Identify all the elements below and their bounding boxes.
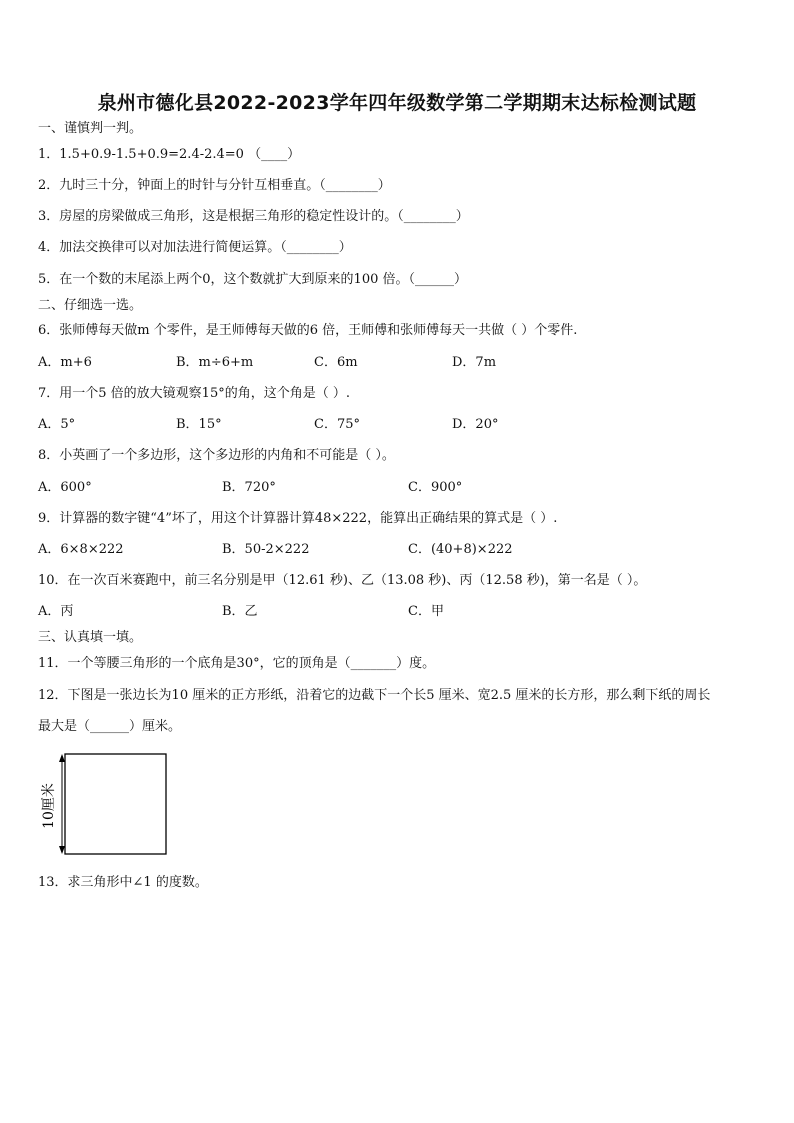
q6-option-a: A．m+6 xyxy=(38,355,92,370)
question-2: 2．九时三十分，钟面上的时针与分针互相垂直。（________） xyxy=(38,178,391,193)
q9-option-a: A．6×8×222 xyxy=(38,542,124,557)
section-heading-1: 一、谨慎判一判。 xyxy=(38,121,143,136)
square-diagram xyxy=(36,752,176,860)
q8-option-b: B．720° xyxy=(222,480,276,495)
question-1: 1．1.5+0.9-1.5+0.9=2.4-2.4=0 （____） xyxy=(38,147,301,162)
question-6: 6．张师傅每天做m 个零件，是王师傅每天做的6 倍，王师傅和张师傅每天一共做（ ）个零件. xyxy=(38,323,578,338)
question-4: 4．加法交换律可以对加法进行简便运算。（________） xyxy=(38,240,352,255)
q9-option-b: B．50-2×222 xyxy=(222,542,310,557)
q7-option-a: A．5° xyxy=(38,417,76,432)
question-12-line-2: 最大是（______）厘米。 xyxy=(38,719,182,734)
question-12-line-1: 12．下图是一张边长为10 厘米的正方形纸，沿着它的边截下一个长5 厘米、宽2.5 厘米的长方形，那么剩下纸的周长 xyxy=(38,688,711,703)
square-outline xyxy=(65,754,166,854)
question-11: 11．一个等腰三角形的一个底角是30°，它的顶角是（_______）度。 xyxy=(38,656,436,671)
q6-option-b: B．m÷6+m xyxy=(176,355,254,370)
q7-option-d: D．20° xyxy=(452,417,499,432)
q8-option-a: A．600° xyxy=(38,480,92,495)
question-7: 7．用一个5 倍的放大镜观察15°的角，这个角是（ ）. xyxy=(38,386,350,401)
question-8: 8．小英画了一个多边形，这个多边形的内角和不可能是（ ）。 xyxy=(38,448,395,463)
q10-option-c: C．甲 xyxy=(408,604,444,619)
q6-option-d: D．7m xyxy=(452,355,497,370)
q7-option-b: B．15° xyxy=(176,417,222,432)
q9-option-c: C．(40+8)×222 xyxy=(408,542,513,557)
arrow-down-icon xyxy=(59,846,65,854)
q10-option-a: A．丙 xyxy=(38,604,74,619)
question-3: 3．房屋的房梁做成三角形，这是根据三角形的稳定性设计的。（________） xyxy=(38,209,469,224)
section-heading-2: 二、仔细选一选。 xyxy=(38,298,143,313)
arrow-up-icon xyxy=(59,754,65,762)
q7-option-c: C．75° xyxy=(314,417,360,432)
question-13: 13．求三角形中∠1 的度数。 xyxy=(38,875,208,890)
question-9: 9．计算器的数字键“4”坏了，用这个计算器计算48×222，能算出正确结果的算式是（ ）. xyxy=(38,511,558,526)
question-10: 10．在一次百米赛跑中，前三名分别是甲（12.61 秒)、乙（13.08 秒)、丙（12.58 秒)，第一名是（ ）。 xyxy=(38,573,647,588)
side-length-label: 10厘米 xyxy=(41,783,57,829)
square-paper-figure xyxy=(36,752,176,860)
question-5: 5．在一个数的末尾添上两个0，这个数就扩大到原来的100 倍。（______） xyxy=(38,272,467,287)
q8-option-c: C．900° xyxy=(408,480,463,495)
q10-option-b: B．乙 xyxy=(222,604,258,619)
page-title: 泉州市德化县2022-2023学年四年级数学第二学期期末达标检测试题 xyxy=(97,92,697,114)
q6-option-c: C．6m xyxy=(314,355,358,370)
section-heading-3: 三、认真填一填。 xyxy=(38,630,143,645)
